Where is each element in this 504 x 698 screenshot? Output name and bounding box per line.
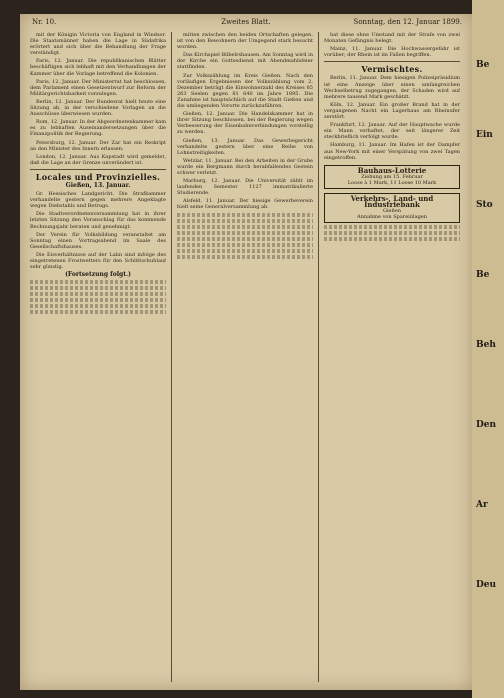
ad-line: Ziehung am 15. Februar bbox=[361, 173, 423, 180]
advertisement-bank bbox=[324, 193, 460, 223]
article-paragraph: Hamburg, 11. Januar. Im Hafen ist der Dampfer aus New-York mit einer Verspätung von zwei Tagen eingetroffen. bbox=[324, 142, 460, 161]
section-divider bbox=[324, 61, 460, 62]
column-2 bbox=[177, 32, 313, 684]
article-paragraph: hat diese ohne Umstand mit der Strafe von zwei Monaten Gefängnis belegt. bbox=[324, 32, 460, 45]
article-paragraph: Berlin, 12. Januar. Der Bundesrat hielt heute eine Sitzung ab, in der verschiedene Vorlagen an die Ausschüsse überwiesen wurden. bbox=[30, 98, 166, 118]
continued-note: (Fortsetzung folgt.) bbox=[65, 271, 131, 279]
text-block bbox=[30, 280, 166, 284]
article-paragraph: Die Stadtverordnetenversammlung hat in ihrer letzten Sitzung den Voranschlag für das kommende Rechnungsjahr beraten und genehmigt. bbox=[30, 211, 166, 230]
folio-center: Zweites Blatt. bbox=[221, 18, 271, 26]
column-rule bbox=[318, 32, 319, 682]
article-paragraph: Frankfurt, 12. Januar. Auf der Hauptwache wurde ein Mann verhaftet, der seit längerer Zeit steckbrieflich verfolgt wurde. bbox=[324, 122, 460, 141]
text-block bbox=[30, 298, 166, 302]
advertisement-lottery bbox=[324, 165, 460, 189]
text-block bbox=[30, 304, 166, 308]
edge-fragment: Be bbox=[476, 60, 490, 70]
edge-fragment: Ar bbox=[476, 500, 488, 510]
section-title-locales: Locales und Provinzielles. bbox=[35, 171, 161, 182]
article-paragraph: Mainz, 11. Januar. Die Hochwassergefahr ist vorüber; der Rhein ist im Fallen begriffen. bbox=[324, 46, 460, 59]
article-paragraph: Petersburg, 12. Januar. Der Zar hat ein Reskript an den Minister des Innern erlassen. bbox=[30, 139, 166, 152]
article-paragraph: London, 12. Januar. Aus Kapstadt wird gemeldet, daß die Lage an der Grenze unverändert ist. bbox=[30, 153, 166, 166]
text-block bbox=[324, 237, 460, 241]
text-block bbox=[177, 249, 313, 253]
article-paragraph: Wetzlar, 11. Januar. Bei den Arbeiten in der Grube wurde ein Bergmann durch herabfallendes Gestein schwer verletzt. bbox=[177, 157, 313, 176]
section-title-vermischtes: Vermischtes. bbox=[361, 64, 423, 75]
article-paragraph: Das Kirchspiel Bilbelrshausen. Am Sonntag wird in der Kirche ein Gottesdienst mit Abendmahlsfeier stattfinden. bbox=[177, 52, 313, 71]
article-paragraph: Marburg, 12. Januar. Die Universität zählt im laufenden Semester 1127 immatrikulierte Studierende. bbox=[177, 178, 313, 197]
text-block bbox=[177, 231, 313, 235]
edge-fragment: Den bbox=[476, 420, 497, 430]
folio-right: Sonntag, den 12. Januar 1899. bbox=[353, 18, 462, 26]
article-paragraph: Köln, 12. Januar. Ein großer Brand hat in der vergangenen Nacht ein Lagerhaus am Rheinufer zerstört. bbox=[324, 101, 460, 121]
article-paragraph: Alsfeld, 11. Januar. Der hiesige Gewerbeverein hielt seine Generalversammlung ab. bbox=[177, 198, 313, 211]
text-block bbox=[30, 292, 166, 296]
edge-fragment: Sto bbox=[476, 200, 493, 210]
text-block bbox=[324, 231, 460, 235]
text-block bbox=[324, 225, 460, 229]
text-block bbox=[30, 286, 166, 290]
ad-title: Verkehrs-, Land- und Industriebank bbox=[350, 193, 434, 209]
article-paragraph: Die Eisverhältnisse auf der Lahn sind infolge des eingetretenen Frostwetters für den Schlittschuhlauf sehr günstig. bbox=[30, 251, 166, 271]
article-paragraph: mit der Königin Victoria von England in Windsor. Die Staatsmänner haben die Lage in Südafrika erörtert und sich über die Behandlung der Frage verständigt. bbox=[30, 32, 166, 57]
edge-fragment: Deu bbox=[476, 580, 497, 590]
newspaper-page bbox=[20, 14, 472, 690]
column-3 bbox=[324, 32, 460, 684]
article-paragraph: Gießen, 12. Januar. Die Handelskammer hat in ihrer Sitzung beschlossen, bei der Regierung wegen Verbesserung der Eisenbahnverbindungen vorstellig zu werden. bbox=[177, 111, 313, 136]
folio-left: Nr. 10. bbox=[32, 18, 57, 26]
column-1 bbox=[30, 32, 166, 684]
folio-line bbox=[20, 18, 472, 30]
section-divider bbox=[30, 169, 166, 170]
article-paragraph: mitten zwischen den beiden Ortschaften gelegen, ist von den Bewohnern der Umgegend stark besucht worden. bbox=[177, 32, 313, 51]
text-block bbox=[177, 213, 313, 217]
article-paragraph: Rom, 12. Januar. In der Abgeordnetenkammer kam es zu lebhaften Auseinandersetzungen über die Finanzpolitik der Regierung. bbox=[30, 119, 166, 138]
article-paragraph: Paris, 12. Januar. Die republikanischen Blätter beschäftigen sich lebhaft mit den Verhandlungen der Kammer über die Vorlage betreffend die Kolonien. bbox=[30, 58, 166, 77]
article-paragraph: Gießen, 13. Januar. Das Gewerbegericht verhandelte gestern über eine Reihe von Lohnstreitigkeiten. bbox=[177, 137, 313, 156]
text-block bbox=[30, 310, 166, 314]
text-block bbox=[177, 225, 313, 229]
ad-line: Loose à 1 Mark, 11 Loose 10 Mark bbox=[347, 179, 437, 186]
ad-title: Bauhaus-Lotterie bbox=[357, 165, 427, 175]
column-rule bbox=[171, 32, 172, 682]
article-paragraph: Paris, 12. Januar. Der Ministerrat hat beschlossen, dem Parlament einen Gesetzentwurf zur Reform der Militärgerichtsbarkeit vorzulegen. bbox=[30, 78, 166, 97]
adjacent-page-edge bbox=[472, 0, 504, 698]
edge-fragment: Ein bbox=[476, 130, 493, 140]
article-paragraph: Der Verein für Volksbildung veranstaltet am Sonntag einen Vortragsabend im Saale des Gesellschaftshauses. bbox=[30, 231, 166, 250]
ad-line: Annahme von Spareinlagen bbox=[357, 213, 427, 220]
article-paragraph: Zur Volkszählung im Kreis Gießen. Nach den vorläufigen Ergebnissen der Volkszählung vom 2. Dezember beträgt die Einwohnerzahl des Kreises 85 263 Seelen gegen 81 640 im Jahre 1895. Die Zunahme ist hauptsächlich auf die Stadt Gießen und die umliegenden Vororte zurückzuführen. bbox=[177, 72, 313, 110]
ad-line: Gießen bbox=[382, 207, 402, 214]
edge-fragment: Beh bbox=[476, 340, 496, 350]
article-paragraph: Berlin, 11. Januar. Dem hiesigen Polizeipräsidium ist eine Anzeige über einen umfangreichen Wechselbetrug zugegangen, der Schaden wird auf mehrere tausend Mark geschätzt. bbox=[324, 75, 460, 100]
article-paragraph: Gr. Hessisches Landgericht. Die Strafkammer verhandelte gestern gegen mehrere Angeklagte wegen Diebstahls und Betrugs. bbox=[30, 191, 166, 210]
dateline: Gießen, 13. Januar. bbox=[65, 181, 131, 189]
text-block bbox=[177, 237, 313, 241]
text-block bbox=[177, 243, 313, 247]
text-block bbox=[177, 255, 313, 259]
text-block bbox=[177, 219, 313, 223]
edge-fragment: Be bbox=[476, 270, 490, 280]
